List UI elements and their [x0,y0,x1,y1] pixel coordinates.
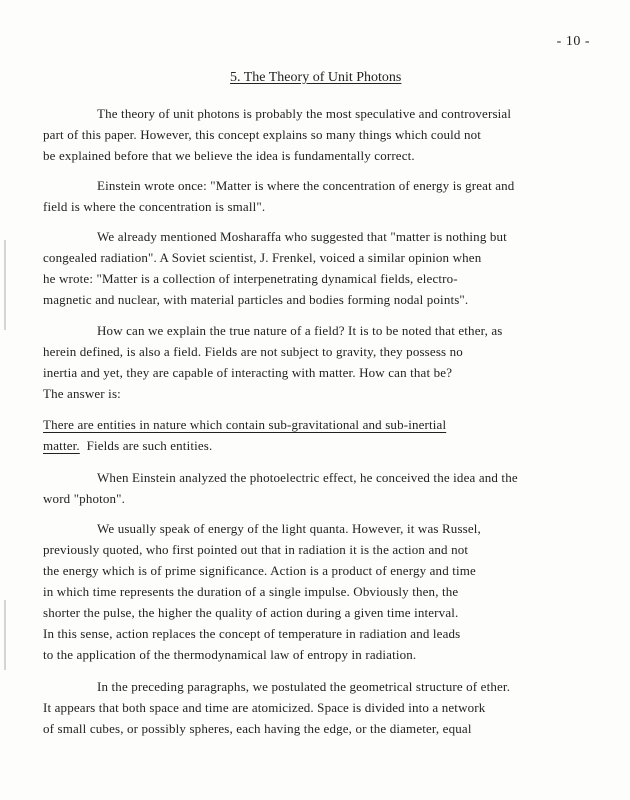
paragraph-1-line-1: The theory of unit photons is probably the most speculative and controversial [97,106,512,121]
paragraph-8-line-2: It appears that both space and time are atomicized. Space is divided into a network [43,700,486,715]
paragraph-7-line-4: in which time represents the duration of a single impulse. Obviously then, the [43,584,459,599]
scan-edge-mark [4,240,6,330]
paragraph-7-line-7: to the application of the thermodynamical law of entropy in radiation. [43,647,417,662]
paragraph-6-line-2: word "photon". [43,491,126,506]
paragraph-1-line-3: be explained before that we believe the idea is fundamentally correct. [43,148,415,163]
paragraph-7-line-2: previously quoted, who first pointed out that in radiation it is the action and not [43,542,469,557]
paragraph-7-line-1: We usually speak of energy of the light quanta. However, it was Russel, [97,521,481,536]
key-statement-line-1: There are entities in nature which contain sub-gravitational and sub-inertial [43,417,447,432]
key-statement-continuation: Fields are such entities. [86,438,213,453]
paragraph-6-line-1: When Einstein analyzed the photoelectric effect, he conceived the idea and the [97,470,518,485]
key-statement-line-2 [43,438,212,454]
scan-edge-mark [4,600,6,670]
paragraph-7-line-3: the energy which is of prime significance. Action is a product of energy and time [43,563,476,578]
paragraph-4-line-2: herein defined, is also a field. Fields are not subject to gravity, they possess no [43,344,463,359]
key-statement-underlined-word: matter. [43,438,80,453]
paragraph-8-line-1: In the preceding paragraphs, we postulated the geometrical structure of ether. [97,679,511,694]
paragraph-3-line-3: he wrote: "Matter is a collection of interpenetrating dynamical fields, electro- [43,271,458,286]
paragraph-7-line-5: shorter the pulse, the higher the quality of action during a given time interval. [43,605,459,620]
paragraph-1-line-2: part of this paper. However, this concept explains so many things which could not [43,127,482,142]
paragraph-2-line-2: field is where the concentration is small". [43,199,266,214]
paragraph-3-line-1: We already mentioned Mosharaffa who suggested that "matter is nothing but [97,229,507,244]
section-heading: 5. The Theory of Unit Photons [230,70,402,85]
paragraph-4-line-4: The answer is: [43,386,121,401]
paragraph-7-line-6: In this sense, action replaces the concept of temperature in radiation and leads [43,626,461,641]
paragraph-3-line-2: congealed radiation". A Soviet scientist, J. Frenkel, voiced a similar opinion when [43,250,482,265]
paragraph-4-line-1: How can we explain the true nature of a field? It is to be noted that ether, as [97,323,503,338]
paragraph-8-line-3: of small cubes, or possibly spheres, each having the edge, or the diameter, equal [43,721,472,736]
paragraph-3-line-4: magnetic and nuclear, with material particles and bodies forming nodal points". [43,292,469,307]
paragraph-4-line-3: inertia and yet, they are capable of interacting with matter. How can that be? [43,365,453,380]
paragraph-2-line-1: Einstein wrote once: "Matter is where the concentration of energy is great and [97,178,515,193]
page-number: - 10 - [556,34,590,49]
